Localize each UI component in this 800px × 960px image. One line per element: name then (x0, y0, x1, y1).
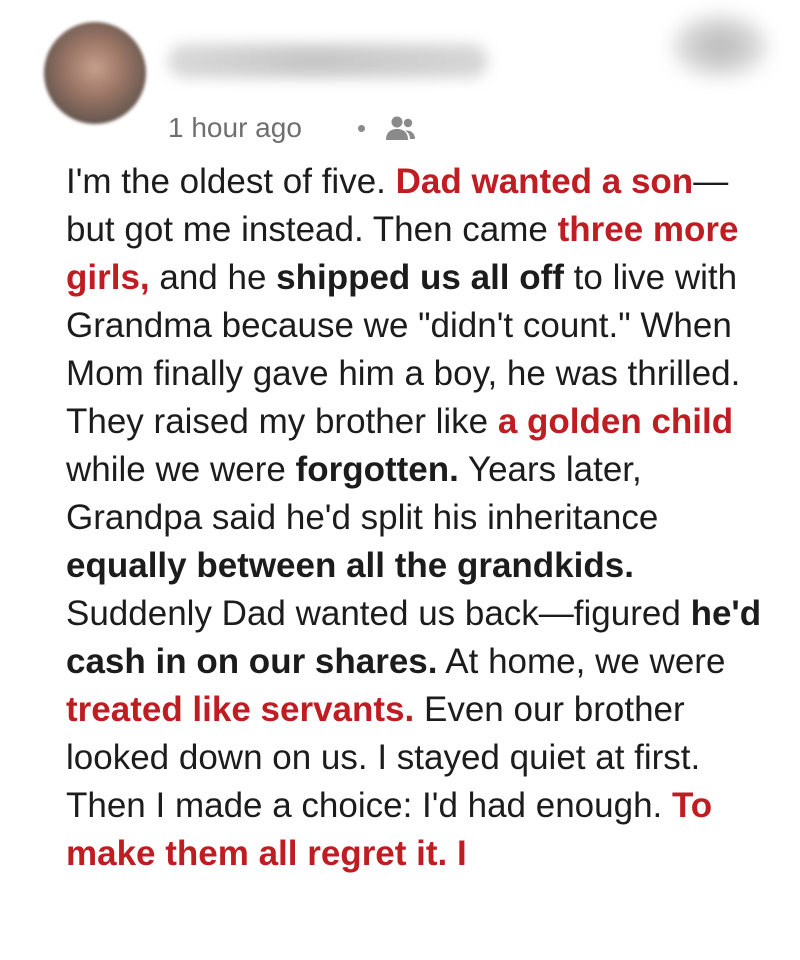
comment-segment: Years later, Grandpa said he'd split his inheritance (66, 450, 659, 537)
comment-highlight: To make them all regret it. I (66, 786, 713, 873)
comment-highlight: treated like servants. (66, 690, 415, 729)
username[interactable] (168, 44, 488, 78)
separator-dot (358, 125, 365, 132)
friends-icon (383, 113, 417, 143)
avatar[interactable] (44, 22, 146, 124)
comment-highlight: Dad wanted a son (395, 162, 694, 201)
comment-segment: to live with Grandma because we "didn't count." When Mom finally gave him a boy, he was thrilled. They raised my brother like (66, 258, 741, 441)
comment-highlight: a golden child (497, 402, 734, 441)
comment-highlight: three more girls, (66, 210, 739, 297)
comment-bold: forgotten. (295, 450, 459, 489)
comment-segment: Even our brother looked down on us. I stayed quiet at first. Then I made a choice: I'd had enough. (66, 690, 701, 825)
comment-segment: while we were (66, 450, 296, 489)
comment-segment: I'm the oldest of five. (66, 162, 396, 201)
comment-bold: he'd cash in on our shares. (66, 594, 762, 681)
comment-bold: shipped us all off (276, 258, 564, 297)
comment-segment: At home, we were (437, 642, 726, 681)
comment-segment: and he (149, 258, 277, 297)
comment-text (66, 158, 766, 878)
more-options-icon[interactable] (672, 14, 768, 78)
comment-segment: —but got me instead. Then came (66, 162, 729, 249)
comment-bold: equally between all the grandkids. (66, 546, 634, 585)
comment-header (0, 0, 800, 160)
timestamp[interactable]: 1 hour ago (168, 112, 302, 143)
comment-segment: Suddenly Dad wanted us back—figured (66, 594, 691, 633)
